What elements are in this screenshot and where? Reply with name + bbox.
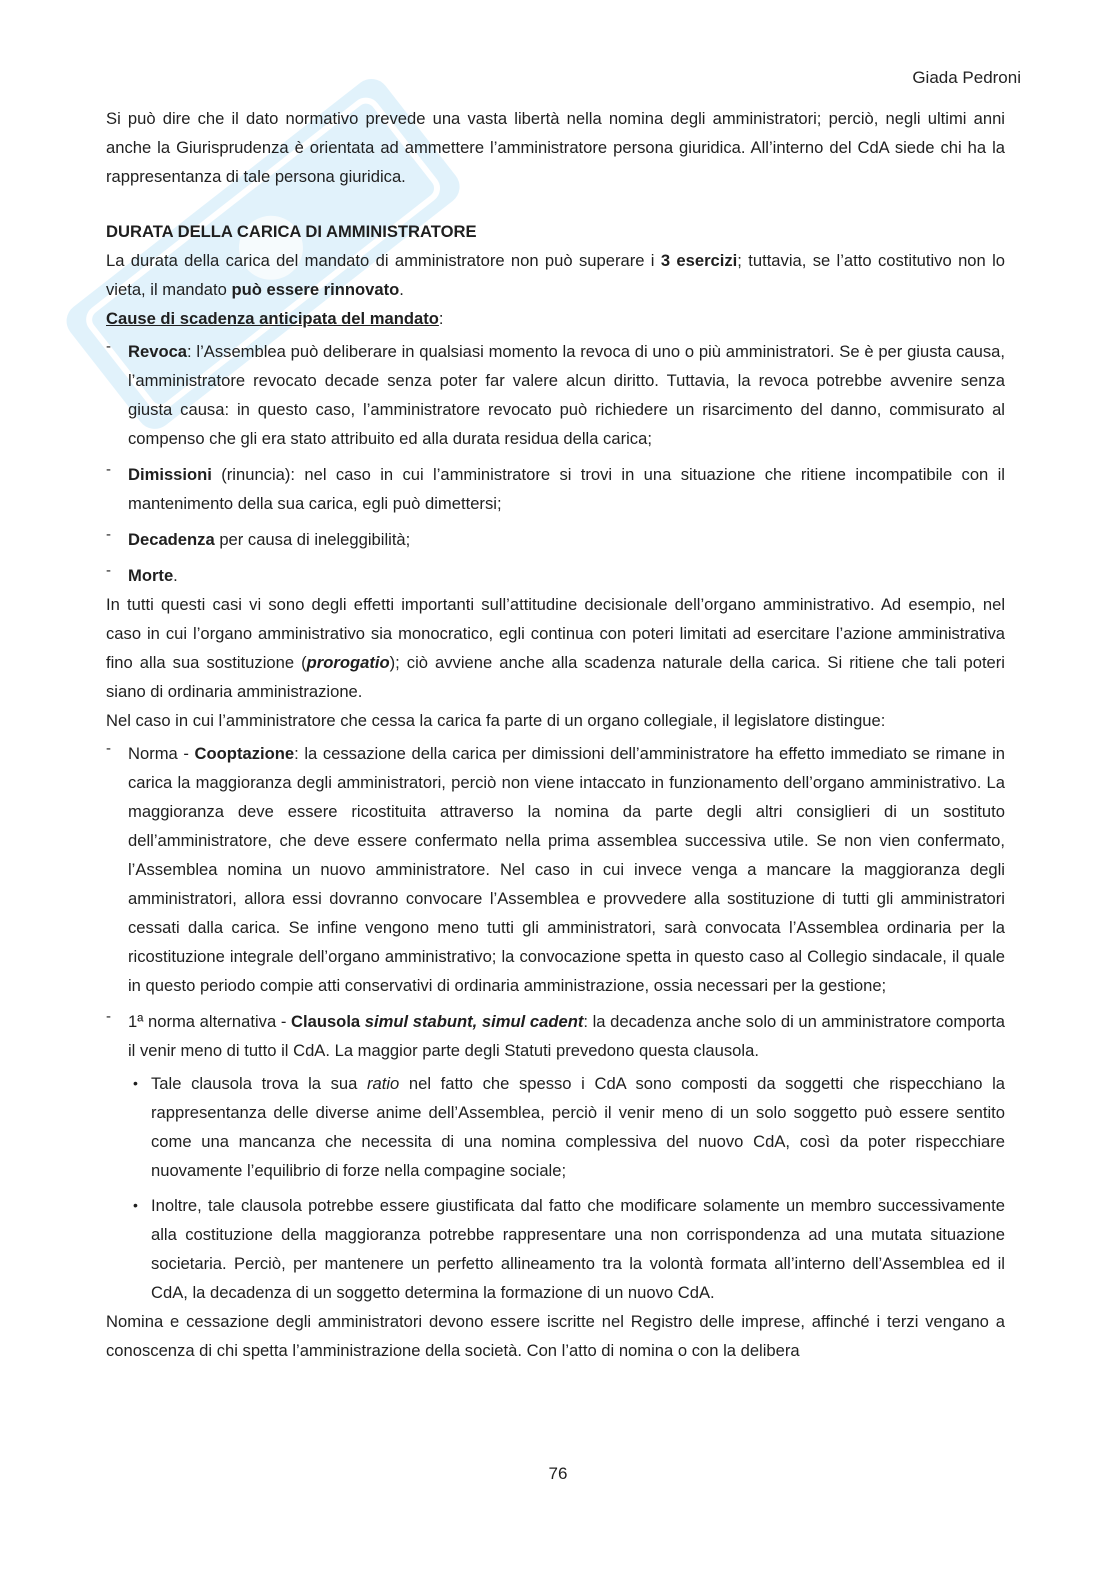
clause-reasons-list xyxy=(106,1069,1005,1307)
list-item: - Norma - Cooptazione: la cessazione della carica per dimissioni dell’amministratore ha effetto immediato se rimane in carica la maggioranza degli amministratori, perciò non viene intaccato in funzionamento dell’organo amministrativo. La maggioranza deve essere ricostituita attraverso la nomina da parte degli altri consiglieri di un sostituto dell’amministratore, che deve essere confermato nella prima assemblea successiva utile. Se non vien confermato, l’Assemblea nomina un nuovo amministratore. Nel caso in cui invece venga a mancare la maggioranza degli amministratori, allora essi dovranno convocare l’Assemblea e provvedere alla sostituzione di tutti gli amministratori cessati dalla carica. Se infine vengono meno tutti gli amministratori, sarà convocata l’Assemblea ordinaria per la ricostituzione integrale dell’organo amministrativo; la convocazione spetta in questo caso al Collegio sindacale, il quale in questo periodo compie atti conservativi di ordinaria amministrazione, ossia necessari per la gestione; xyxy=(106,739,1005,1000)
effects-paragraph: In tutti questi casi vi sono degli effetti importanti sull’attitudine decisionale dell’organo amministrativo. Ad esempio, nel caso in cui l’organo amministrativo sia monocratico, egli continua con poteri limitati ad esercitare l’azione amministrativa fino alla sua sostituzione (prorogatio); ciò avviene anche alla scadenza naturale della carica. Si ritiene che tali poteri siano di ordinaria amministrazione. xyxy=(106,595,1005,701)
document-body xyxy=(106,104,1005,1365)
author-name: Giada Pedroni xyxy=(912,68,1021,87)
list-item: • Inoltre, tale clausola potrebbe essere giustificata dal fatto che modificare solamente un membro successivamente alla costituzione della maggioranza potrebbe rappresentare una non corrispondenza ad una mutata situazione societaria. Perciò, per mantenere un perfetto allineamento tra la volontà formata all’interno dell’Assemblea ed il CdA, la decadenza di un soggetto determina la formazione di un nuovo CdA. xyxy=(106,1191,1005,1307)
section-heading: DURATA DELLA CARICA DI AMMINISTRATORE xyxy=(106,222,477,241)
causes-title: Cause di scadenza anticipata del mandato: xyxy=(106,309,444,328)
intro-paragraph: Si può dire che il dato normativo prevede una vasta libertà nella nomina degli amministratori; perciò, negli ultimi anni anche la Giurisprudenza è orientata ad ammettere l’amministratore persona giuridica. All’interno del CdA siede chi ha la rappresentanza di tale persona giuridica. xyxy=(106,109,1005,186)
list-item: • Tale clausola trova la sua ratio nel fatto che spesso i CdA sono composti da soggetti che rispecchiano la rappresentanza delle diverse anime dell’Assemblea, perciò il venir meno di un solo soggetto può essere sentito come una mancanza che necessita di una nomina complessiva del nuovo CdA, così da poter rispecchiare nuovamente l’equilibrio di forze nella compagine sociale; xyxy=(106,1069,1005,1185)
list-item: - Dimissioni (rinuncia): nel caso in cui l’amministratore si trovi in una situazione che ritiene incompatibile con il mantenimento della sua carica, egli può dimettersi; xyxy=(106,460,1005,518)
registry-paragraph: Nomina e cessazione degli amministratori devono essere iscritte nel Registro delle imprese, affinché i terzi vengano a conoscenza di chi spetta l’amministrazione della società. Con l’atto di nomina o con la delibera xyxy=(106,1312,1005,1360)
page-number: 76 xyxy=(548,1464,568,1483)
collegial-paragraph: Nel caso in cui l’amministratore che cessa la carica fa parte di un organo collegiale, il legislatore distingue: xyxy=(106,711,886,730)
list-item: - 1ª norma alternativa - Clausola simul stabunt, simul cadent: la decadenza anche solo di un amministratore comporta il venir meno di tutto il CdA. La maggior parte degli Statuti prevedono questa clausola. xyxy=(106,1007,1005,1065)
three-exercises: 3 esercizi xyxy=(660,251,738,270)
duration-paragraph: La durata della carica del mandato di amministratore non può superare i 3 esercizi; tuttavia, se l’atto costitutivo non lo vieta, il mandato può essere rinnovato. xyxy=(106,251,1006,299)
list-item: - Revoca: l’Assemblea può deliberare in qualsiasi momento la revoca di uno o più amministratori. Se è per giusta causa, l’amministratore revocato decade senza poter far valere alcun diritto. Tuttavia, la revoca potrebbe avvenire senza giusta causa: in questo caso, l’amministratore revocato può richiedere un risarcimento del danno, commisurato al compenso che gli era stato attribuito ed alla durata residua della carica; xyxy=(106,337,1005,453)
renewable: può essere rinnovato xyxy=(231,280,400,299)
causes-list xyxy=(106,337,1005,590)
list-item: - Morte. xyxy=(106,561,1005,590)
list-item: - Decadenza per causa di ineleggibilità; xyxy=(106,525,1005,554)
norms-list xyxy=(106,739,1005,1065)
